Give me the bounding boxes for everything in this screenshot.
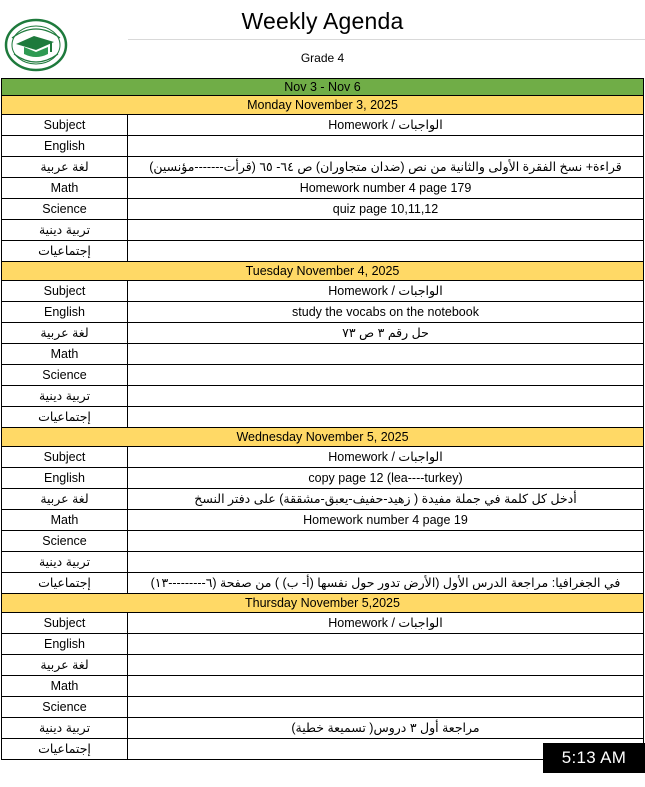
- table-row: [1, 302, 644, 323]
- homework-cell: [128, 220, 643, 240]
- subject-cell: إجتماعيات: [2, 241, 128, 261]
- homework-column-header: Homework / الواجبات: [328, 450, 443, 464]
- homework-cell: [128, 552, 643, 572]
- table-row: [1, 407, 644, 428]
- homework-cell: [128, 697, 643, 717]
- homework-cell: Homework number 4 page 19: [303, 513, 468, 527]
- homework-cell: quiz page 10,11,12: [332, 202, 439, 216]
- subject-cell: Science: [2, 697, 128, 717]
- homework-cell: [128, 531, 643, 551]
- table-row: [1, 531, 644, 552]
- grade-label: Grade 4: [300, 51, 345, 65]
- homework-cell: قراءة+ نسخ الفقرة الأولى والثانية من نص (ضدان متجاوران) ص ٦٤- ٦٥ (قرأت-------مؤنسين): [149, 160, 622, 174]
- subject-cell: إجتماعيات: [2, 573, 128, 593]
- subject-cell: تربية دينية: [2, 220, 128, 240]
- column-header-row: [1, 281, 644, 302]
- subject-column-header: Subject: [2, 613, 128, 633]
- table-row: [1, 241, 644, 262]
- subject-cell: Math: [2, 178, 128, 198]
- table-row: [1, 489, 644, 510]
- table-row: [1, 344, 644, 365]
- agenda-table: [1, 78, 644, 760]
- homework-column-header: Homework / الواجبات: [328, 616, 443, 630]
- subject-cell: لغة عربية: [2, 489, 128, 509]
- week-range-bar: Nov 3 - Nov 6: [1, 78, 644, 96]
- homework-cell: أدخل كل كلمة في جملة مفيدة ( زهيد-حفيف-يعبق-مشققة) على دفتر النسخ: [194, 492, 577, 506]
- subject-cell: تربية دينية: [2, 718, 128, 738]
- table-row: [1, 199, 644, 220]
- homework-cell: [128, 676, 643, 696]
- subject-cell: Science: [2, 199, 128, 219]
- day-header-wednesday: Wednesday November 5, 2025: [1, 428, 644, 447]
- table-row: [1, 573, 644, 594]
- subject-column-header: Subject: [2, 447, 128, 467]
- subject-cell: Math: [2, 510, 128, 530]
- status-bar-time: 5:13 AM: [543, 743, 645, 773]
- table-row: [1, 468, 644, 489]
- table-row: [1, 697, 644, 718]
- table-row: [1, 510, 644, 531]
- subject-cell: Science: [2, 531, 128, 551]
- table-row: [1, 136, 644, 157]
- subject-cell: إجتماعيات: [2, 407, 128, 427]
- column-header-row: [1, 613, 644, 634]
- homework-cell: في الجغرافيا: مراجعة الدرس الأول (الأرض تدور حول نفسها (أ- ب) ) من صفحة (٦---------١٣): [150, 576, 621, 590]
- homework-cell: Homework number 4 page 179: [299, 181, 472, 195]
- homework-cell: copy page 12 (lea----turkey): [308, 471, 463, 485]
- page-title: Weekly Agenda: [241, 8, 404, 34]
- homework-cell: [128, 344, 643, 364]
- homework-cell: [128, 365, 643, 385]
- table-row: [1, 552, 644, 573]
- table-row: [1, 634, 644, 655]
- subject-cell: Math: [2, 344, 128, 364]
- table-row: [1, 676, 644, 697]
- table-row: [1, 655, 644, 676]
- subject-cell: لغة عربية: [2, 157, 128, 177]
- day-header-monday: Monday November 3, 2025: [1, 96, 644, 115]
- homework-cell: [128, 136, 643, 156]
- subject-column-header: Subject: [2, 281, 128, 301]
- table-row: [1, 718, 644, 739]
- subject-cell: English: [2, 634, 128, 654]
- table-row: [1, 386, 644, 407]
- subject-cell: Science: [2, 365, 128, 385]
- homework-cell: حل رقم ٣ ص ٧٣: [342, 326, 429, 340]
- table-row: [1, 220, 644, 241]
- day-header-thursday: Thursday November 5,2025: [1, 594, 644, 613]
- subject-cell: لغة عربية: [2, 655, 128, 675]
- homework-column-header: Homework / الواجبات: [328, 118, 443, 132]
- homework-column-header: Homework / الواجبات: [328, 284, 443, 298]
- subject-cell: لغة عربية: [2, 323, 128, 343]
- table-row: [1, 178, 644, 199]
- homework-cell: [128, 407, 643, 427]
- homework-cell: study the vocabs on the notebook: [292, 305, 479, 319]
- table-row: [1, 323, 644, 344]
- subject-cell: تربية دينية: [2, 386, 128, 406]
- table-row: [1, 365, 644, 386]
- homework-cell: [128, 655, 643, 675]
- subject-cell: English: [2, 468, 128, 488]
- homework-cell: [128, 386, 643, 406]
- column-header-row: [1, 115, 644, 136]
- subject-cell: تربية دينية: [2, 552, 128, 572]
- subject-cell: إجتماعيات: [2, 739, 128, 759]
- subject-cell: Math: [2, 676, 128, 696]
- day-header-tuesday: Tuesday November 4, 2025: [1, 262, 644, 281]
- subject-column-header: Subject: [2, 115, 128, 135]
- homework-cell: [128, 241, 643, 261]
- agenda-header: [0, 0, 645, 78]
- homework-cell: مراجعة أول ٣ دروس( تسميعة خطية): [291, 721, 480, 735]
- header-divider: [128, 39, 645, 40]
- subject-cell: English: [2, 302, 128, 322]
- table-row: [1, 157, 644, 178]
- subject-cell: English: [2, 136, 128, 156]
- column-header-row: [1, 447, 644, 468]
- homework-cell: [128, 634, 643, 654]
